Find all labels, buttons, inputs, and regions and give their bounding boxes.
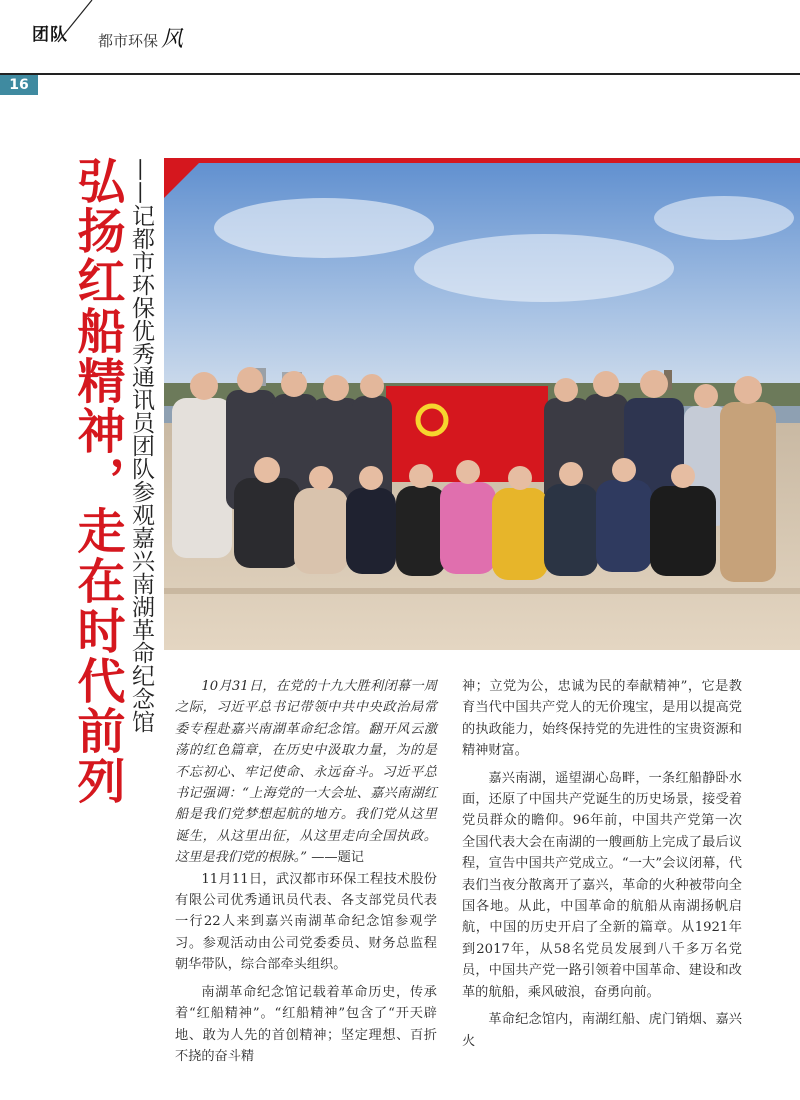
column-logo [98, 22, 183, 53]
column-left [175, 676, 437, 1067]
intro-signature: ——题记 [311, 850, 364, 866]
article-subtitle: ——记都市环保优秀通讯员团队参观嘉兴南湖革命纪念馆 [128, 158, 154, 733]
feng-logo-glyph: 风 [161, 27, 184, 52]
paragraph-2-continued: 神；立党为公，忠诚为民的奉献精神”，它是教育当代中国共产党人的无价瑰宝，是用以提高党的执政能力，始终保持党的先进性的宝贵资源和精神财富。 [462, 679, 742, 759]
section-label: 团队 [32, 25, 68, 45]
group-photo [164, 158, 800, 650]
column-name: 都市环保 [98, 32, 159, 50]
header-rule [0, 73, 800, 75]
paragraph-3: 嘉兴南湖，遥望湖心岛畔，一条红船静卧水面，还原了中国共产党诞生的历史场景，接受着党员群众的瞻仰。96年前，中国共产党第一次全国代表大会在南湖的一艘画舫上完成了最后议程，宣告中国共产党成立。“一大”会议闭幕，代表们当夜分散离开了嘉兴，革命的火种被带向全国各地。从此，中国革命的航船从南湖扬帆启航，中国的历史开启了全新的篇章。从1921年到2017年，从58名党员发展到八千多万名党员，中国共产党一路引领着中国革命、建设和改革的航船，乘风破浪，奋勇向前。 [462, 770, 742, 1000]
paragraph-1: 11月11日，武汉都市环保工程技术股份有限公司优秀通讯员代表、各支部党员代表一行22人来到嘉兴南湖革命纪念馆参观学习。参观活动由公司党委委员、财务总监程朝华带队，综合部牵头组织。 [175, 871, 437, 973]
article-title: 弘扬红船精神，走在时代前列 [69, 156, 125, 806]
photo-top-bar [164, 158, 800, 163]
paragraph-4: 革命纪念馆内，南湖红船、虎门销烟、嘉兴火 [462, 1012, 742, 1049]
photo-corner-accent [164, 158, 204, 198]
page-number: 16 [0, 75, 38, 95]
paragraph-2: 南湖革命纪念馆记载着革命历史，传承着“红船精神”。“红船精神”包含了“开天辟地、敢为人先的首创精神；坚定理想、百折不挠的奋斗精 [175, 984, 437, 1064]
intro-paragraph [175, 676, 437, 869]
column-right [462, 676, 742, 1052]
intro-text: 10月31日，在党的十九大胜利闭幕一周之际，习近平总书记带领中共中央政治局常委专程赴嘉兴南湖革命纪念馆。翻开风云激荡的红色篇章，在历史中汲取力量，为的是不忘初心、牢记使命、永远奋斗。习近平总书记强调：“上海党的一大会址、嘉兴南湖红船是我们党梦想起航的地方。我们党从这里诞生，从这里出征，从这里走向全国执政。这里是我们党的根脉。” [175, 679, 437, 866]
